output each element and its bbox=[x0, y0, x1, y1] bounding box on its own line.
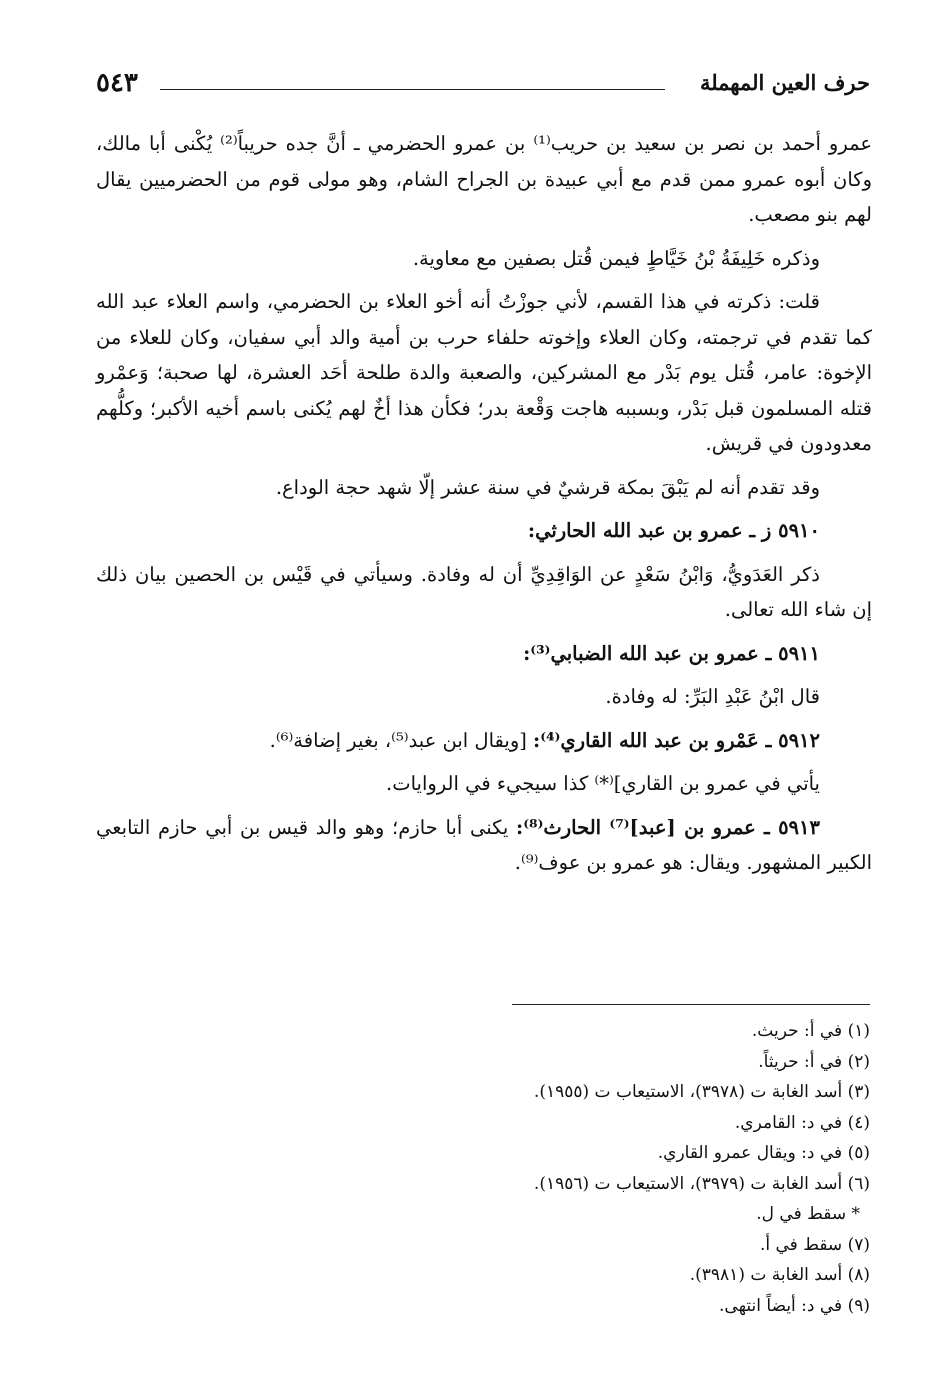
footnote-5: (٥) في د: ويقال عمرو القاري. bbox=[657, 1143, 870, 1163]
entry-5912-continuation: يأتي في عمرو بن القاري]⁽*⁾ كذا سيجيء في الروايات. bbox=[386, 772, 820, 795]
entry-text: يكنى أبا حازم؛ وهو والد قيس بن أبي حازم التابعي الكبير المشهور. ويقال: هو عمرو بن عوف⁽⁹⁾. bbox=[96, 815, 872, 874]
entry-5910-heading bbox=[96, 513, 872, 549]
paragraph-4: وقد تقدم أنه لم يَبْقَ بمكة قرشيٌ في سنة عشر إلّا شهد حجة الوداع. bbox=[275, 475, 820, 499]
footnote-7: (٧) سقط في أ. bbox=[759, 1234, 870, 1255]
page-number: ٥٤٣ bbox=[96, 68, 138, 98]
header-rule bbox=[160, 89, 665, 90]
main-text bbox=[96, 126, 872, 889]
entry-heading: ٥٩١٠ ز ـ عمرو بن عبد الله الحارثي: bbox=[527, 519, 820, 542]
footnote-2: (٢) في أ: حريثاً. bbox=[758, 1051, 870, 1072]
footnotes bbox=[94, 1016, 870, 1321]
entry-text: [ويقال ابن عبد⁽⁵⁾، بغير إضافة⁽⁶⁾. bbox=[269, 728, 527, 752]
paragraph-2: وذكره خَلِيفَةُ بْنُ خَيَّاطٍ فيمن قُتل بصفين مع معاوية. bbox=[412, 246, 820, 270]
footnote-4: (٤) في د: القامري. bbox=[734, 1112, 870, 1133]
paragraph-1: عمرو أحمد بن نصر بن سعيد بن حريب⁽¹⁾ بن عمرو الحضرمي ـ أنَّ جده حريباً⁽²⁾ يُكْنى أبا مالك، وكان أبوه عمرو ممن قدم مع أبي عبيدة بن الجراح الشام، وهو مولى قوم من الحضرميين يقال لهم بنو مصعب. bbox=[96, 132, 872, 226]
footnote-star: * سقط في ل. bbox=[756, 1204, 860, 1224]
footnote-9: (٩) في د: أيضاً انتهى. bbox=[719, 1295, 870, 1316]
footnote-rule bbox=[512, 1004, 870, 1005]
entry-5910-text: ذكر العَدَويُّ، وَابْنُ سَعْدٍ عن الوَاقِدِيِّ أن له وفادة. وسيأتي في قَيْس بن الحصين بيان ذلك إن شاء الله تعالى. bbox=[96, 562, 872, 621]
page-header bbox=[96, 68, 870, 102]
entry-5912 bbox=[96, 723, 872, 759]
footnote-8: (٨) أسد الغابة ت (٣٩٨١). bbox=[689, 1265, 870, 1285]
entry-heading: ٥٩١١ ـ عمرو بن عبد الله الضبابي⁽³⁾: bbox=[523, 641, 820, 665]
entry-heading: ٥٩١٣ ـ عمرو بن [عبد]⁽⁷⁾ الحارث⁽⁸⁾: bbox=[516, 815, 820, 839]
entry-5911-heading bbox=[96, 636, 872, 672]
footnote-6: (٦) أسد الغابة ت (٣٩٧٩)، الاستيعاب ت (١٩٥٦). bbox=[533, 1173, 870, 1194]
footnote-1: (١) في أ: حريث. bbox=[751, 1021, 870, 1041]
running-title: حرف العين المهملة bbox=[699, 70, 870, 95]
entry-heading: ٥٩١٢ ـ عَمْرو بن عبد الله القاري⁽⁴⁾: bbox=[533, 728, 820, 752]
paragraph-3: قلت: ذكرته في هذا القسم، لأني جوزْتُ أنه أخو العلاء بن الحضرمي، واسم العلاء عبد الله كما تقدم في ترجمته، وكان العلاء وإخوته حلفاء حرب بن أمية والد أبي سفيان، وكان للعلاء من الإخوة: عامر، قُتل يوم بَدْر مع المشركين، والصعبة والدة طلحة أحَد العشرة، لها صحبة؛ وَعمْرو قتله المسلمون قبل بَدْر، وبسببه هاجت وَقْعة بدر؛ فكأن هذا أخٌ لهم يُكنى باسم أخيه الأكبر؛ وكلُّهم معدودون في قريش. bbox=[96, 290, 872, 455]
entry-5913 bbox=[96, 810, 872, 881]
footnote-3: (٣) أسد الغابة ت (٣٩٧٨)، الاستيعاب ت (١٩٥٥). bbox=[533, 1082, 870, 1102]
entry-5911-text: قال ابْنُ عَبْدِ البَرِّ: له وفادة. bbox=[605, 685, 820, 708]
